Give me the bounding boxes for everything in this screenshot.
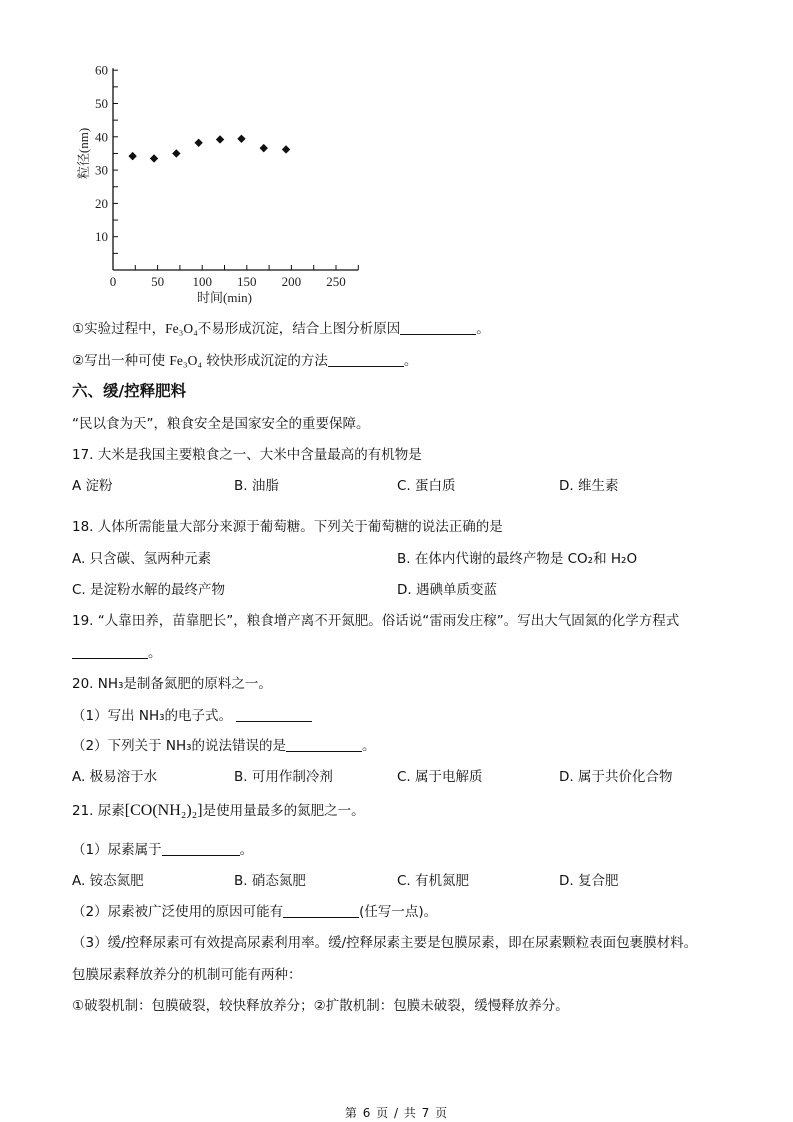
svg-text:30: 30 xyxy=(95,162,108,178)
svg-text:50: 50 xyxy=(151,274,165,289)
answer-blank[interactable] xyxy=(162,842,240,856)
q17-option-c[interactable]: C. 蛋白质 xyxy=(397,478,456,494)
q16-sub2: ②写出一种可使 Fe₃O₄ 较快形成沉淀的方法 。 xyxy=(72,353,418,369)
svg-text:60: 60 xyxy=(95,62,108,78)
q20-option-a[interactable]: A. 极易溶于水 xyxy=(72,769,158,785)
q20-option-b[interactable]: B. 可用作制冷剂 xyxy=(234,769,333,785)
svg-text:100: 100 xyxy=(192,274,212,289)
answer-blank[interactable] xyxy=(283,904,359,918)
q17-option-b[interactable]: B. 油脂 xyxy=(234,478,279,494)
svg-text:200: 200 xyxy=(281,274,302,289)
q17-option-a[interactable]: A 淀粉 xyxy=(72,478,113,494)
svg-text:50: 50 xyxy=(95,96,108,111)
answer-blank[interactable] xyxy=(236,708,312,722)
svg-text:250: 250 xyxy=(326,274,346,289)
section-title: 六、缓/控释肥料 xyxy=(72,382,187,400)
data-point xyxy=(260,144,268,152)
q21-stem: 21. 尿素[CO(NH₂)₂]是使用量最多的氮肥之一。 xyxy=(72,802,365,819)
q18-option-a[interactable]: A. 只含碳、氢两种元素 xyxy=(72,551,212,567)
q21-sub3: （3）缓/控释尿素可有效提高尿素利用率。缓/控释尿素主要是包膜尿素，即在尿素颗粒表面包裹膜材料。 xyxy=(72,935,698,951)
q21-option-c[interactable]: C. 有机氮肥 xyxy=(397,873,470,889)
svg-text:0: 0 xyxy=(109,274,117,289)
q19-answer: 。 xyxy=(72,641,162,661)
data-point xyxy=(282,145,290,153)
q18-option-d[interactable]: D. 遇碘单质变蓝 xyxy=(397,582,497,598)
svg-text:20: 20 xyxy=(95,195,108,211)
q20-stem: 20. NH₃是制备氮肥的原料之一。 xyxy=(72,676,272,692)
q21-line2: 包膜尿素释放养分的机制可能有两种： xyxy=(72,967,302,983)
q20-sub1: （1）写出 NH₃的电子式。 xyxy=(72,704,312,724)
q17-stem: 17. 大米是我国主要粮食之一、大米中含量最高的有机物是 xyxy=(72,447,422,463)
answer-blank[interactable] xyxy=(328,353,404,367)
page-footer: 第 6 页 / 共 7 页 xyxy=(344,1106,449,1120)
data-point xyxy=(150,154,158,162)
urea-formula: [CO(NH₂)₂] xyxy=(124,802,203,819)
q20-sub2: （2）下列关于 NH₃的说法错误的是 。 xyxy=(72,738,376,754)
q21-option-a[interactable]: A. 铵态氮肥 xyxy=(72,873,144,889)
q21-option-d[interactable]: D. 复合肥 xyxy=(559,873,619,889)
q20-option-c[interactable]: C. 属于电解质 xyxy=(397,769,483,785)
q21-sub1: （1）尿素属于 。 xyxy=(72,842,254,858)
q16-sub1: ①实验过程中，Fe₃O₄不易形成沉淀，结合上图分析原因 。 xyxy=(72,321,490,337)
data-point xyxy=(194,139,202,147)
svg-text:粒径(nm): 粒径(nm) xyxy=(76,127,91,180)
data-point xyxy=(237,135,245,143)
data-point xyxy=(128,152,136,160)
q20-option-d[interactable]: D. 属于共价化合物 xyxy=(559,769,673,785)
data-point xyxy=(172,149,180,157)
particle-size-chart xyxy=(70,58,370,308)
q18-option-b[interactable]: B. 在体内代谢的最终产物是 CO₂和 H₂O xyxy=(397,551,638,567)
answer-blank[interactable] xyxy=(400,321,476,335)
data-point xyxy=(216,135,224,143)
svg-text:10: 10 xyxy=(95,229,108,245)
svg-text:150: 150 xyxy=(237,274,257,289)
q21-sub2: （2）尿素被广泛使用的原因可能有 (任写一点)。 xyxy=(72,904,438,920)
answer-blank[interactable] xyxy=(72,645,148,659)
q18-option-c[interactable]: C. 是淀粉水解的最终产物 xyxy=(72,582,226,598)
svg-text:40: 40 xyxy=(95,129,108,145)
scatter-plot xyxy=(70,58,370,308)
q17-option-d[interactable]: D. 维生素 xyxy=(559,478,619,494)
q21-line3: ①破裂机制：包膜破裂，较快释放养分；②扩散机制：包膜未破裂，缓慢释放养分。 xyxy=(72,998,569,1014)
section-intro: “民以食为天”，粮食安全是国家安全的重要保障。 xyxy=(72,416,370,432)
answer-blank[interactable] xyxy=(286,738,362,752)
q21-option-b[interactable]: B. 硝态氮肥 xyxy=(234,873,306,889)
q19-stem: 19. “人靠田养，苗靠肥长”，粮食增产离不开氮肥。俗话说“雷雨发庄稼”。写出大气固氮的化学方程式 xyxy=(72,613,680,629)
svg-text:时间(min): 时间(min) xyxy=(197,290,252,305)
q18-stem: 18. 人体所需能量大部分来源于葡萄糖。下列关于葡萄糖的说法正确的是 xyxy=(72,519,503,535)
